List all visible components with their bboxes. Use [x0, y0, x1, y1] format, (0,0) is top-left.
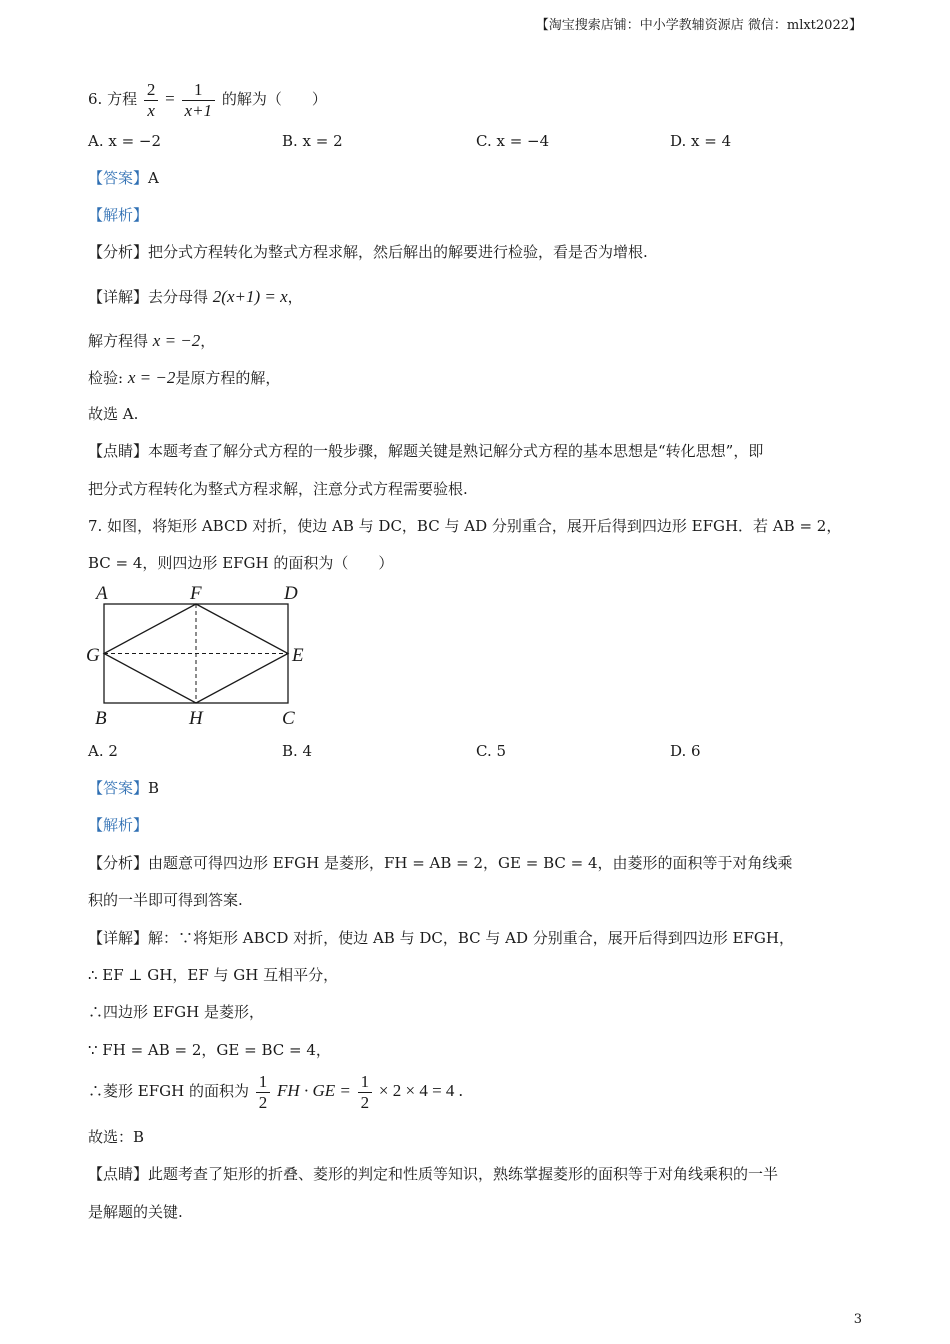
- q6-dianjing-1: 【点睛】本题考查了解分式方程的一般步骤，解题关键是熟记解分式方程的基本思想是“转化思想”，即: [88, 442, 764, 460]
- q7-option-b: B. 4: [282, 742, 313, 760]
- q7-dianjing-2: 是解题的关键.: [88, 1203, 183, 1221]
- q6-fenxi: 【分析】把分式方程转化为整式方程求解，然后解出的解要进行检验，看是否为增根.: [88, 243, 648, 261]
- q6-prefix: 6. 方程: [88, 90, 138, 109]
- q7-fenxi-1: 【分析】由题意可得四边形 EFGH 是菱形，FH = AB = 2，GE = BC = 4，由菱形的面积等于对角线乘: [88, 854, 793, 872]
- q7-area-result: × 2 × 4 = 4 .: [378, 1081, 463, 1101]
- q7-conclusion: 故选：B: [88, 1128, 145, 1146]
- q6-conclusion: 故选 A.: [88, 405, 139, 423]
- q6-frac1-den: x: [147, 100, 155, 120]
- q7-area-math: FH · GE =: [277, 1081, 351, 1101]
- label-g: G: [86, 645, 100, 666]
- q6-step2-math: x = −2: [127, 368, 176, 387]
- q6-option-d: D. x = 4: [670, 132, 732, 150]
- q6-xiangjie-math: 2(x+1) = x: [212, 287, 288, 306]
- q6-fraction-2: [182, 80, 216, 120]
- q7-stem-2: BC = 4，则四边形 EFGH 的面积为（ ）: [88, 554, 394, 572]
- q7-frac1-num: 1: [256, 1072, 271, 1093]
- label-d: D: [284, 583, 298, 604]
- q6-eq-sign: =: [165, 89, 175, 109]
- q6-frac1-num: 2: [144, 80, 159, 101]
- q6-step1-text: 解方程得: [88, 332, 153, 350]
- q7-xiangjie-3: ∴四边形 EFGH 是菱形，: [88, 1003, 264, 1021]
- label-c: C: [282, 708, 295, 729]
- q6-jiexi: 【解析】: [88, 206, 149, 224]
- q7-answer-tag: 【答案】: [88, 779, 149, 797]
- q6-fraction-1: [144, 80, 159, 120]
- page-number: 3: [853, 1312, 862, 1327]
- q6-step1: [88, 332, 215, 349]
- q6-option-a: A. x = −2: [88, 132, 162, 150]
- q7-xiangjie-5: [88, 1072, 463, 1112]
- q7-option-c: C. 5: [476, 742, 507, 760]
- q7-frac2-num: 1: [358, 1072, 373, 1093]
- q6-stem: [88, 80, 327, 120]
- q7-fenxi-2: 积的一半即可得到答案.: [88, 891, 243, 909]
- q7-option-a: A. 2: [88, 742, 118, 760]
- q7-jiexi: 【解析】: [88, 816, 149, 834]
- label-h: H: [189, 708, 203, 729]
- q7-option-d: D. 6: [670, 742, 701, 760]
- q7-xiangjie-2: ∴ EF ⊥ GH，EF 与 GH 互相平分，: [88, 966, 339, 984]
- q6-suffix: 的解为（ ）: [221, 90, 327, 109]
- label-a: A: [96, 583, 108, 604]
- q7-fraction-2: [358, 1072, 373, 1112]
- label-f: F: [190, 583, 202, 604]
- q6-step2: [88, 369, 280, 386]
- q6-xiangjie: [88, 288, 303, 305]
- q7-dianjing-1: 【点睛】此题考查了矩形的折叠、菱形的判定和性质等知识，熟练掌握菱形的面积等于对角线乘积的一半: [88, 1165, 779, 1183]
- q7-answer: [88, 781, 159, 796]
- q6-step1-end: ，: [200, 332, 216, 350]
- q6-answer-tag: 【答案】: [88, 169, 149, 187]
- q6-step2-text: 检验:: [88, 369, 128, 387]
- q7-xiangjie-4: ∵ FH = AB = 2，GE = BC = 4，: [88, 1041, 331, 1059]
- q7-answer-value: B: [148, 779, 160, 797]
- q6-frac2-num: 1: [182, 80, 216, 101]
- q6-xiangjie-label: 【详解】去分母得: [88, 288, 213, 306]
- q6-option-b: B. x = 2: [282, 132, 343, 150]
- q7-frac1-den: 2: [258, 1092, 268, 1112]
- label-b: B: [95, 708, 107, 729]
- q6-step1-math: x = −2: [152, 331, 201, 350]
- q7-area-text: ∴菱形 EFGH 的面积为: [88, 1082, 249, 1101]
- q7-figure: [84, 582, 324, 732]
- page-header: 【淘宝搜索店铺：中小学教辅资源店 微信：mlxt2022】: [535, 18, 862, 33]
- q6-answer: [88, 171, 159, 186]
- q6-step2-end: 是原方程的解，: [175, 369, 281, 387]
- q7-fraction-1: [256, 1072, 271, 1112]
- q6-option-c: C. x = −4: [476, 132, 550, 150]
- q7-frac2-den: 2: [360, 1092, 370, 1112]
- label-e: E: [292, 645, 304, 666]
- q6-xiangjie-end: ，: [287, 288, 303, 306]
- q7-xiangjie-1: 【详解】解：∵将矩形 ABCD 对折，使边 AB 与 DC，BC 与 AD 分别重合，展开后得到四边形 EFGH，: [88, 929, 794, 947]
- q6-dianjing-2: 把分式方程转化为整式方程求解，注意分式方程需要验根.: [88, 480, 468, 498]
- q7-stem-1: 7. 如图，将矩形 ABCD 对折，使边 AB 与 DC，BC 与 AD 分别重合，展开后得到四边形 EFGH．若 AB = 2，: [88, 517, 842, 535]
- q6-frac2-den: x+1: [184, 100, 213, 120]
- q6-answer-value: A: [148, 169, 159, 187]
